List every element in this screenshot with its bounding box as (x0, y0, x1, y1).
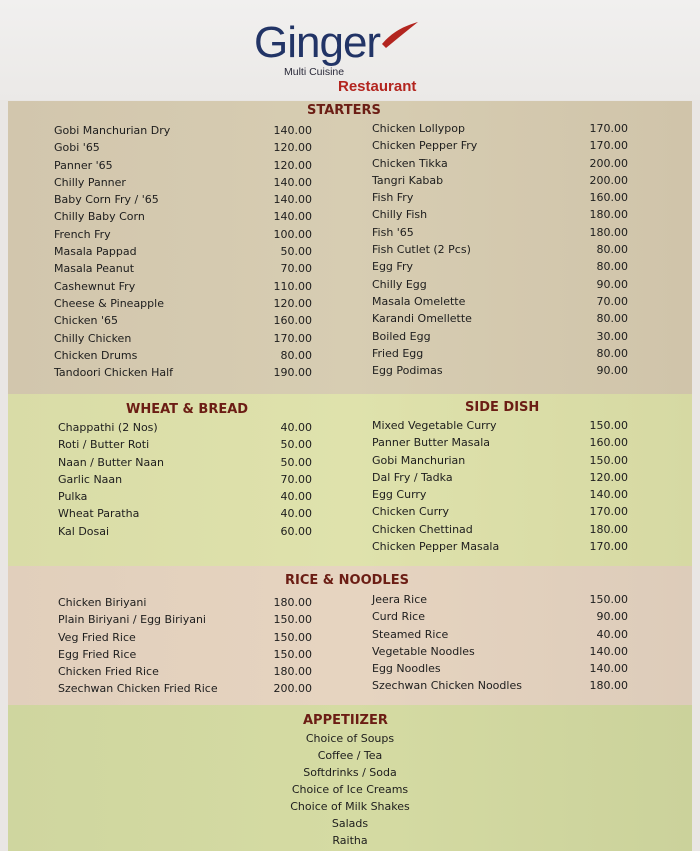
item-price: 60.00 (280, 524, 312, 538)
item-price: 40.00 (280, 421, 312, 434)
item-price: 150.00 (589, 453, 628, 467)
item-name: Egg Podimas (372, 364, 443, 378)
item-price: 150.00 (273, 613, 312, 627)
menu-item (372, 278, 628, 295)
logo-tagline: Restaurant (338, 78, 417, 95)
item-price: 140.00 (589, 662, 628, 676)
item-name: Vegetable Noodles (372, 644, 475, 658)
item-price: 70.00 (280, 472, 312, 486)
menu-item (54, 297, 312, 314)
menu-item (372, 488, 628, 505)
item-price: 160.00 (589, 436, 628, 450)
item-name: Chilly Fish (372, 208, 428, 222)
rice-left-list (58, 596, 312, 700)
item-price: 140.00 (273, 210, 312, 224)
item-name: Szechwan Chicken Noodles (372, 679, 522, 693)
item-name: Chicken Lollypop (372, 122, 465, 135)
item-price: 170.00 (589, 505, 628, 519)
item-name: Cashewnut Fry (54, 279, 136, 293)
menu-item (372, 295, 628, 312)
starters-left-list (54, 124, 312, 383)
item-name: Chilly Chicken (54, 331, 132, 345)
item-name: Chappathi (2 Nos) (58, 421, 158, 434)
item-name: Gobi Manchurian (372, 453, 466, 467)
wheat-bread-heading: WHEAT & BREAD (126, 402, 249, 417)
item-price: 160.00 (273, 314, 312, 328)
item-price: 140.00 (273, 124, 312, 137)
item-name: Masala Omelette (372, 294, 466, 308)
list-item: Salads (331, 817, 369, 830)
menu-item (372, 523, 628, 540)
item-name: Boiled Egg (372, 329, 431, 343)
item-price: 100.00 (273, 227, 312, 241)
menu-item (372, 174, 628, 191)
menu-item (372, 454, 628, 471)
item-name: Fried Egg (372, 346, 424, 360)
item-price: 170.00 (589, 139, 628, 153)
item-name: Steamed Rice (372, 627, 449, 641)
logo-name: Ginger (254, 18, 381, 67)
item-name: Chicken Tikka (372, 156, 448, 170)
menu-item (372, 645, 628, 662)
item-price: 180.00 (273, 665, 312, 679)
menu-item (372, 208, 628, 225)
item-name: Fish '65 (372, 225, 414, 239)
item-name: Karandi Omellette (372, 312, 472, 326)
item-name: Wheat Paratha (58, 507, 140, 521)
menu-item (54, 332, 312, 349)
item-name: Chilly Egg (372, 277, 427, 291)
menu-item (58, 438, 312, 455)
menu-item (54, 245, 312, 262)
item-name: Masala Pappad (54, 245, 137, 259)
item-price: 70.00 (596, 294, 628, 308)
list-item: Softdrinks / Soda (303, 766, 397, 779)
menu-item (58, 665, 312, 682)
item-price: 80.00 (280, 348, 312, 362)
item-price: 180.00 (589, 208, 628, 222)
menu-item (372, 226, 628, 243)
item-name: Chicken Pepper Masala (372, 540, 500, 554)
item-name: Egg Fried Rice (58, 647, 137, 661)
menu-item (58, 507, 312, 524)
item-price: 80.00 (596, 312, 628, 326)
menu-item (372, 330, 628, 347)
menu-item (372, 364, 628, 381)
logo-area (0, 0, 700, 100)
item-name: Garlic Naan (58, 472, 123, 486)
item-price: 80.00 (596, 260, 628, 274)
item-price: 140.00 (273, 175, 312, 189)
item-name: Panner '65 (54, 158, 113, 172)
menu-item (372, 157, 628, 174)
item-price: 40.00 (280, 507, 312, 521)
item-price: 120.00 (589, 470, 628, 484)
side-dish-heading: SIDE DISH (465, 400, 540, 415)
starters-right-list (372, 122, 628, 381)
item-name: Pulka (58, 490, 88, 504)
item-price: 180.00 (589, 522, 628, 536)
item-price: 150.00 (273, 647, 312, 661)
menu-item (54, 228, 312, 245)
item-price: 120.00 (273, 296, 312, 310)
item-name: Chicken Drums (54, 348, 138, 362)
menu-item (372, 139, 628, 156)
menu-item (54, 176, 312, 193)
menu-item (54, 210, 312, 227)
item-name: Jeera Rice (372, 593, 428, 606)
item-price: 50.00 (280, 455, 312, 469)
item-price: 50.00 (280, 245, 312, 259)
menu-item (372, 419, 628, 436)
item-name: Masala Peanut (54, 262, 135, 276)
starters-heading: STARTERS (307, 103, 381, 118)
menu-item (372, 260, 628, 277)
item-price: 110.00 (273, 279, 312, 293)
item-name: Chicken Biriyani (58, 596, 147, 609)
menu-item (372, 628, 628, 645)
menu-item (58, 525, 312, 542)
appetizer-list (200, 732, 500, 851)
menu-item (54, 349, 312, 366)
item-price: 70.00 (280, 262, 312, 276)
item-name: Egg Fry (372, 260, 413, 274)
item-name: Fish Cutlet (2 Pcs) (372, 243, 471, 257)
logo-subtitle: Multi Cuisine (284, 66, 345, 78)
menu-item (372, 243, 628, 260)
item-name: Chilly Baby Corn (54, 210, 145, 224)
menu-item (372, 191, 628, 208)
menu-item (58, 473, 312, 490)
menu-item (54, 141, 312, 158)
menu-item (372, 347, 628, 364)
item-price: 150.00 (273, 630, 312, 644)
item-name: Baby Corn Fry / '65 (54, 193, 159, 207)
item-name: Chilly Panner (54, 175, 126, 189)
wheat-bread-list (58, 421, 312, 542)
menu-item (54, 159, 312, 176)
rice-right-list (372, 593, 628, 697)
item-price: 200.00 (273, 682, 312, 696)
item-price: 170.00 (589, 122, 628, 135)
appetizer-heading: APPETIIZER (303, 713, 388, 728)
item-name: Chicken '65 (54, 314, 118, 328)
item-name: Plain Biriyani / Egg Biriyani (58, 613, 206, 627)
menu-item (372, 662, 628, 679)
item-price: 90.00 (596, 277, 628, 291)
item-price: 190.00 (273, 366, 312, 380)
item-price: 200.00 (589, 156, 628, 170)
item-name: French Fry (54, 227, 111, 241)
item-price: 150.00 (589, 593, 628, 606)
menu-item (54, 366, 312, 383)
list-item: Raitha (332, 834, 368, 847)
item-price: 170.00 (273, 331, 312, 345)
item-name: Chicken Fried Rice (58, 665, 159, 679)
item-name: Veg Fried Rice (58, 630, 136, 644)
item-name: Chicken Pepper Fry (372, 139, 478, 153)
menu-item (372, 505, 628, 522)
item-price: 80.00 (596, 243, 628, 257)
item-name: Fish Fry (372, 191, 414, 205)
item-price: 170.00 (589, 540, 628, 554)
menu-item (58, 456, 312, 473)
menu-item (58, 648, 312, 665)
list-item: Choice of Ice Creams (291, 783, 409, 796)
menu-item (372, 312, 628, 329)
menu-item (54, 193, 312, 210)
rice-noodles-heading: RICE & NOODLES (285, 573, 409, 588)
item-price: 200.00 (589, 173, 628, 187)
item-name: Panner Butter Masala (372, 436, 491, 450)
item-price: 140.00 (589, 488, 628, 502)
menu-item (372, 540, 628, 557)
menu-item (372, 471, 628, 488)
item-name: Mixed Vegetable Curry (372, 419, 497, 432)
item-name: Egg Noodles (372, 662, 441, 676)
item-name: Kal Dosai (58, 524, 110, 538)
item-price: 90.00 (596, 364, 628, 378)
item-price: 160.00 (589, 191, 628, 205)
item-price: 50.00 (280, 438, 312, 452)
item-price: 150.00 (589, 419, 628, 432)
menu-item (372, 436, 628, 453)
menu-item (58, 613, 312, 630)
item-price: 120.00 (273, 141, 312, 155)
menu-item (54, 280, 312, 297)
menu-item (54, 124, 312, 141)
menu-item (58, 682, 312, 699)
item-name: Tandoori Chicken Half (54, 366, 174, 380)
item-price: 40.00 (280, 490, 312, 504)
item-price: 40.00 (596, 627, 628, 641)
item-name: Gobi Manchurian Dry (54, 124, 171, 137)
item-price: 80.00 (596, 346, 628, 360)
item-name: Szechwan Chicken Fried Rice (58, 682, 218, 696)
item-price: 180.00 (589, 679, 628, 693)
item-name: Egg Curry (372, 488, 427, 502)
menu-item (372, 122, 628, 139)
list-item: Choice of Milk Shakes (290, 800, 410, 813)
list-item: Choice of Soups (305, 732, 395, 745)
item-price: 180.00 (589, 225, 628, 239)
item-name: Roti / Butter Roti (58, 438, 150, 452)
swoosh-icon (378, 20, 420, 50)
menu-item (372, 593, 628, 610)
item-price: 180.00 (273, 596, 312, 609)
item-name: Naan / Butter Naan (58, 455, 164, 469)
menu-item (372, 610, 628, 627)
side-dish-list (372, 419, 628, 557)
item-name: Cheese & Pineapple (54, 296, 164, 310)
menu-item (58, 631, 312, 648)
menu-item (54, 262, 312, 279)
list-item: Coffee / Tea (317, 749, 383, 762)
item-price: 140.00 (589, 644, 628, 658)
item-price: 120.00 (273, 158, 312, 172)
menu-item (58, 421, 312, 438)
item-name: Chicken Curry (372, 505, 449, 519)
menu-item (58, 596, 312, 613)
item-price: 30.00 (596, 329, 628, 343)
item-name: Tangri Kabab (372, 173, 444, 187)
item-price: 90.00 (596, 610, 628, 624)
menu-item (372, 679, 628, 696)
item-name: Gobi '65 (54, 141, 100, 155)
item-name: Dal Fry / Tadka (372, 470, 453, 484)
item-name: Curd Rice (372, 610, 425, 624)
menu-item (58, 490, 312, 507)
menu-item (54, 314, 312, 331)
item-price: 140.00 (273, 193, 312, 207)
item-name: Chicken Chettinad (372, 522, 473, 536)
